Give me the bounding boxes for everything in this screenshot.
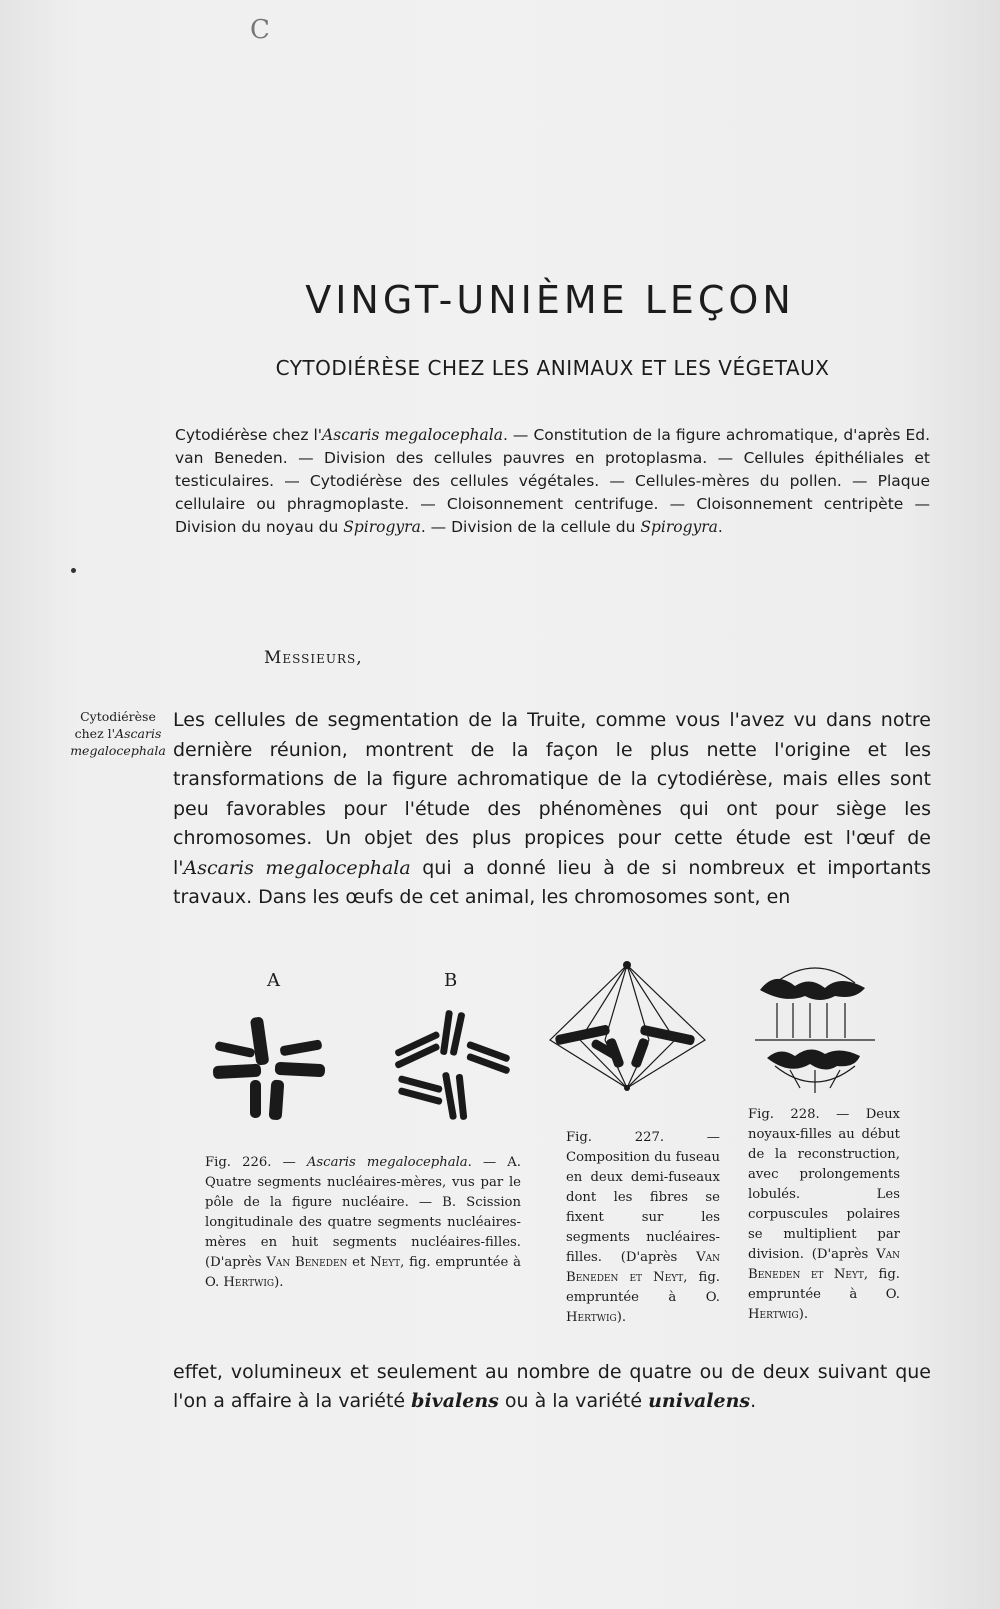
caption-author: Hertwig — [566, 1310, 617, 1325]
body-text: . — [750, 1390, 757, 1412]
margin-note-italic: megalocephala — [70, 743, 166, 758]
summary-text: . — [717, 518, 723, 536]
caption-author: Van Beneden et Neyt — [566, 1250, 720, 1285]
summary-species: Ascaris megalocephala — [322, 426, 503, 444]
margin-note-line — [58, 742, 178, 759]
figure-label-b: B — [444, 970, 458, 991]
caption-text: , fig. empruntée à O. — [566, 1270, 720, 1305]
caption-text: et — [347, 1255, 371, 1270]
body-text: Les cellules de segmentation de la Truite, comme vous l'avez vu dans notre dernière réunion, montrent de la façon le plus nette l'origine et les transformations de la figure achromatique de la cytodiérèse, mais elles sont peu favorables pour l'étude des phénomènes qui ont pour siège les chromosomes. Un objet des plus propices pour cette étude est l'œuf de l' — [173, 709, 931, 879]
body-text: ou à la variété — [498, 1390, 649, 1412]
body-text: qui a donné lieu à de si nombreux et importants travaux. Dans les œufs de cet animal, les chromosomes sont, en — [173, 856, 931, 908]
margin-note — [58, 708, 178, 759]
caption-author: Van Beneden — [266, 1255, 348, 1270]
caption-text: , fig. empruntée à O. — [205, 1255, 521, 1290]
page-mark: C — [250, 15, 270, 45]
caption-text: . — A. Quatre segments nucléaires-mères, vus par le pôle de la figure nucléaire. — B. Scission longitudinale des quatre segments nucléaires-mères en huit segments nucléaires-filles. (D'après — [205, 1155, 521, 1270]
figure-227-caption — [566, 1128, 720, 1328]
margin-dot — [71, 568, 76, 573]
caption-text: Fig. 228. — Deux noyaux-filles au début de la reconstruction, avec prolongements lobulés. Les corpuscules polaires se multiplient par division. (D'après — [748, 1107, 900, 1262]
body-paragraph — [173, 706, 931, 913]
caption-author: Neyt — [370, 1255, 401, 1270]
figure-226b-illustration — [388, 1010, 518, 1125]
caption-species: Ascaris megalocephala — [306, 1155, 468, 1170]
figure-228-caption — [748, 1105, 900, 1325]
body-text: effet, volumineux et seulement au nombre de quatre ou de deux suivant que l'on a affaire à la variété — [173, 1361, 931, 1412]
variety-name: univalens — [648, 1390, 751, 1412]
margin-note-line — [58, 725, 178, 742]
summary-genus: Spirogyra — [640, 518, 718, 536]
caption-text: ). — [274, 1275, 284, 1290]
figure-228-illustration — [755, 958, 875, 1098]
figure-label-a: A — [267, 970, 280, 991]
continuation-paragraph — [173, 1358, 931, 1416]
figure-227-illustration — [545, 960, 710, 1095]
caption-text: Fig. 227. — Composition du fuseau en deux demi-fuseaux dont les fibres se fixent sur les segments nucléaires-filles. (D'après — [566, 1130, 720, 1265]
margin-note-text: chez l' — [74, 726, 116, 741]
chapter-subtitle: CYTODIÉRÈSE CHEZ LES ANIMAUX ET LES VÉGETAUX — [275, 356, 830, 380]
summary-genus: Spirogyra — [343, 518, 421, 536]
figure-226a-illustration — [205, 1015, 335, 1125]
caption-author: Hertwig — [223, 1275, 275, 1290]
caption-author: Hertwig — [748, 1307, 799, 1322]
caption-text: ). — [798, 1307, 809, 1322]
summary-text: . — Constitution de la figure achromatique, d'après Ed. van Beneden. — Division des cellules pauvres en protoplasma. — Cellules épithéliales et testiculaires. — Cytodiérèse des cellules végétales. — Cellules-mères du pollen. — Plaque cellulaire ou phragmoplaste. — Cloisonnement centrifuge. — Cloisonnement centripète — Division du noyau du — [175, 426, 931, 536]
body-species: Ascaris megalocephala — [183, 856, 411, 879]
salutation: Messieurs, — [264, 648, 363, 668]
caption-text: ). — [616, 1310, 627, 1325]
summary-text: . — Division de la cellule du — [420, 518, 641, 536]
margin-note-italic: Ascaris — [115, 726, 162, 741]
chapter-title: VINGT-UNIÈME LEÇON — [305, 278, 795, 322]
summary-text: Cytodiérèse chez l' — [175, 426, 323, 444]
chapter-summary — [175, 424, 930, 539]
variety-name: bivalens — [411, 1390, 499, 1412]
caption-author: Van Beneden et Neyt — [748, 1247, 900, 1282]
margin-note-line: Cytodiérèse — [80, 709, 156, 724]
caption-text: Fig. 226. — — [205, 1155, 307, 1170]
caption-text: , fig. empruntée à O. — [748, 1267, 900, 1302]
figure-226-caption — [205, 1153, 521, 1293]
